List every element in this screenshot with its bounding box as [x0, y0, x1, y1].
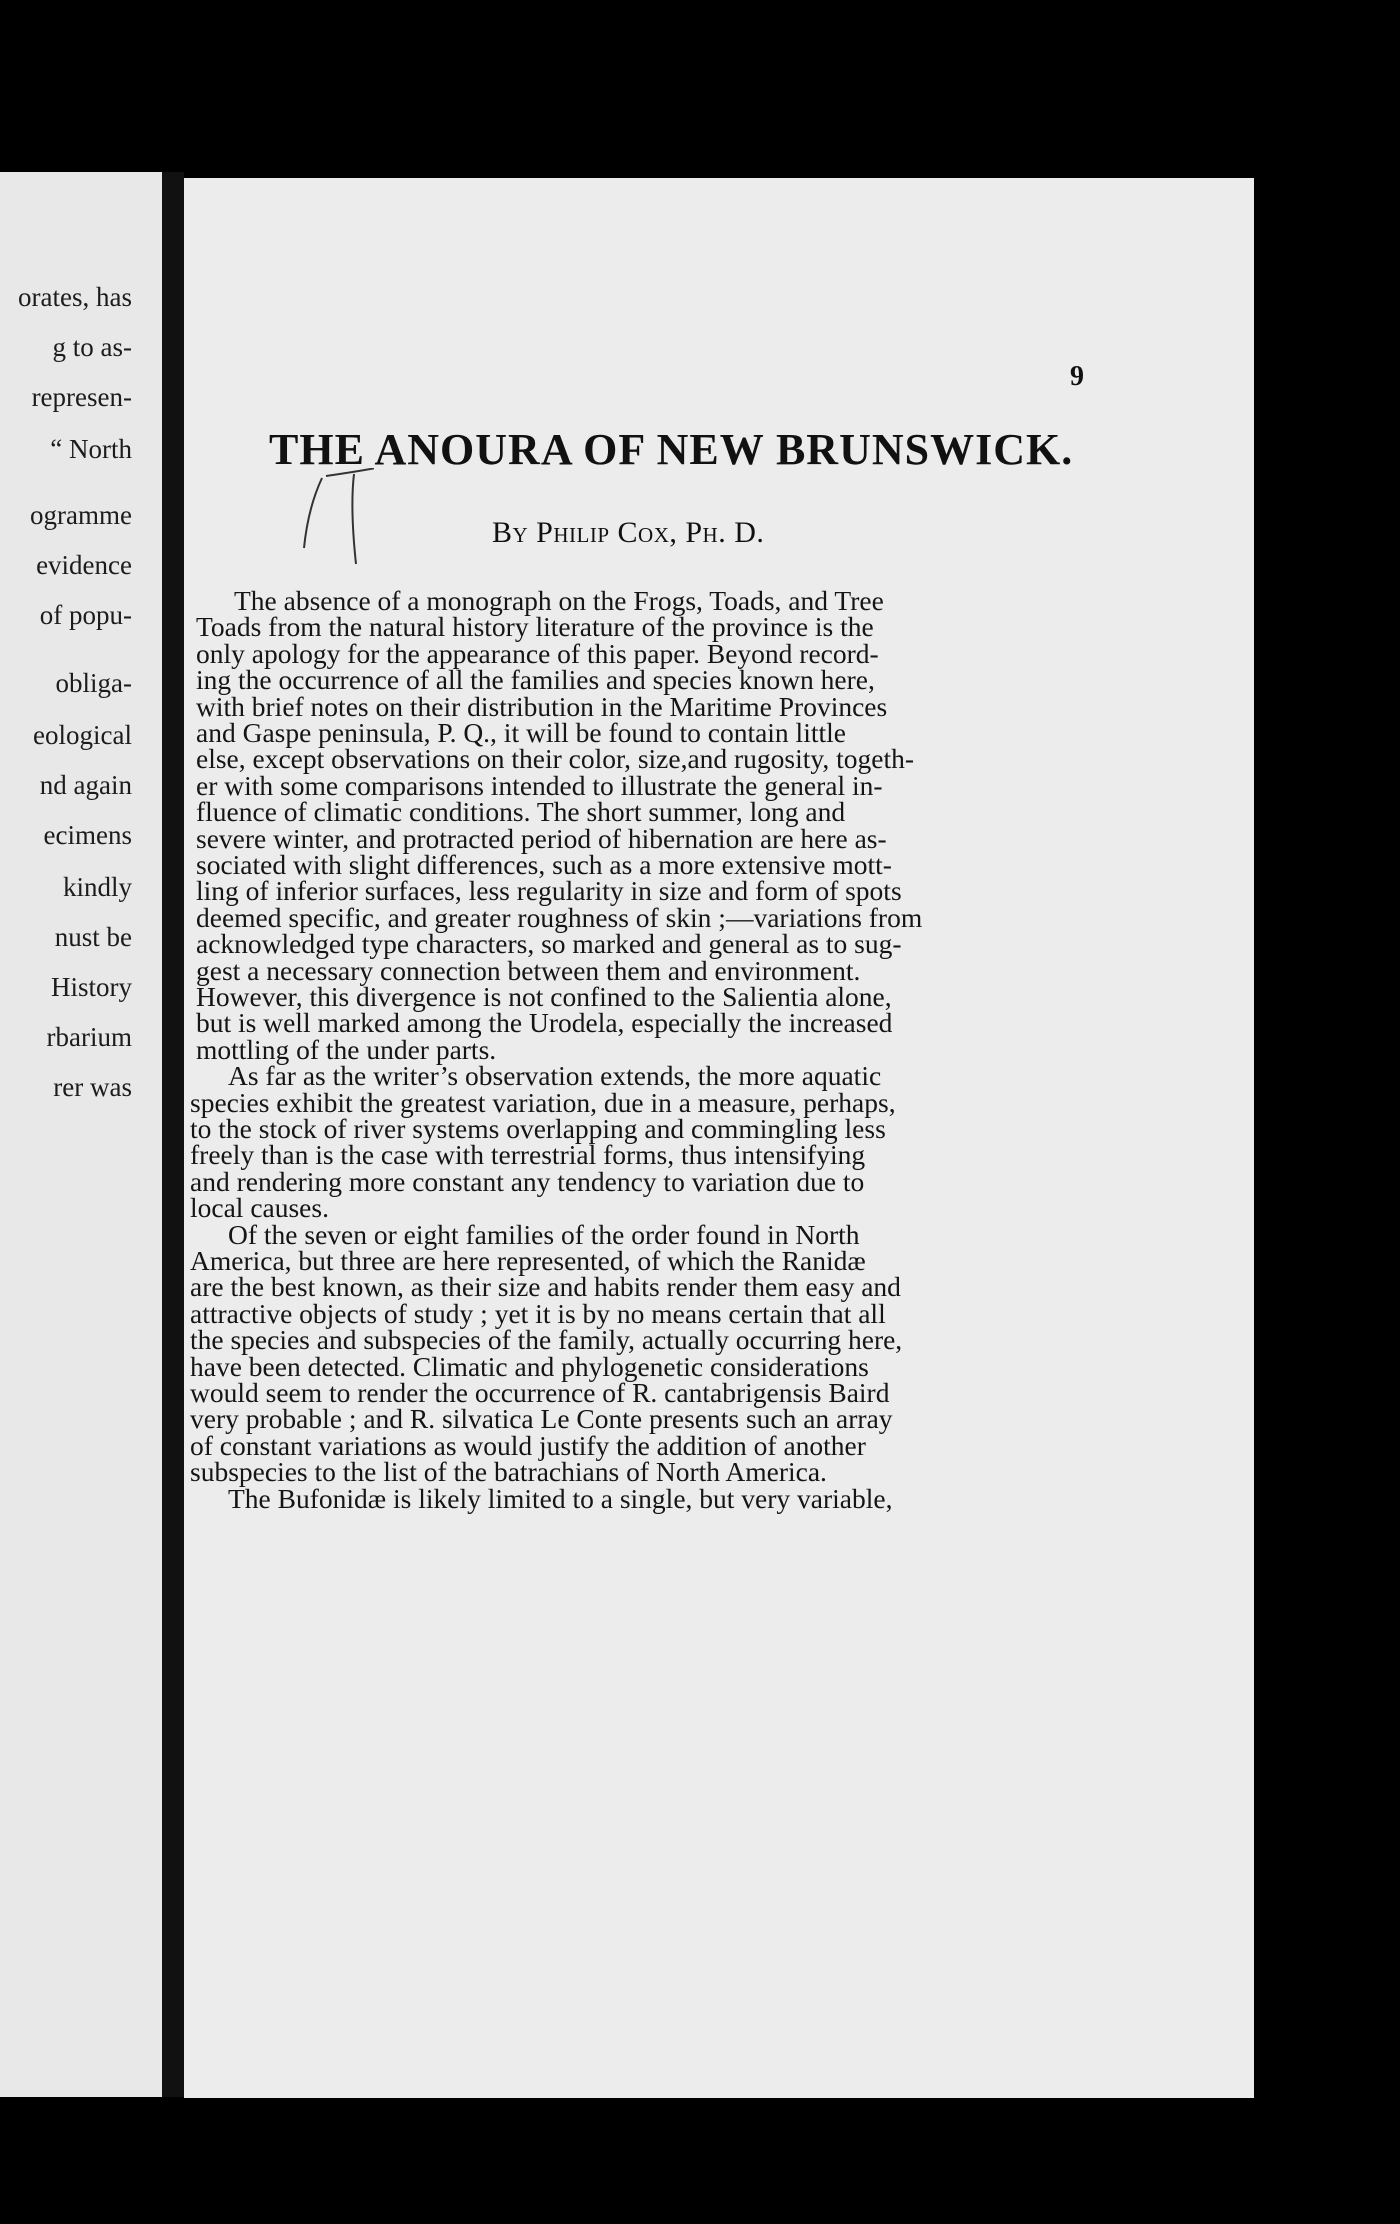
adjacent-page-line: “ North — [50, 434, 132, 464]
adjacent-page-line: g to as- — [52, 332, 132, 362]
body-text-line: ing the occurrence of all the families and species known here, — [196, 664, 875, 696]
body-text-line: but is well marked among the Urodela, especially the increased — [196, 1007, 893, 1039]
adjacent-page-line: ecimens — [43, 820, 132, 850]
body-text-line: and Gaspe peninsula, P. Q., it will be found to contain little — [196, 717, 846, 748]
body-text-line: would seem to render the occurrence of R. cantabrigensis Baird — [190, 1377, 890, 1408]
body-text-line: The Bufonidæ is likely limited to a single, but very variable, — [228, 1482, 893, 1514]
body-text-line: else, except observations on their color, size,and rugosity, togeth- — [196, 743, 915, 775]
adjacent-page-line: kindly — [62, 872, 132, 902]
article-title: THE ANOURA OF NEW BRUNSWICK. — [269, 425, 1074, 474]
adjacent-page-line: obliga- — [55, 668, 132, 698]
body-text-line: fluence of climatic conditions. The short summer, long and — [196, 796, 846, 828]
body-text-line: local causes. — [190, 1192, 329, 1224]
page-gutter — [162, 172, 184, 2097]
body-text-line: sociated with slight differences, such as a more extensive mott- — [196, 849, 892, 880]
body-text-line: er with some comparisons intended to illustrate the general in- — [196, 769, 883, 801]
author-byline — [492, 516, 764, 550]
body-text-line: to the stock of river systems overlapping and commingling less — [190, 1113, 886, 1144]
body-text-line: severe winter, and protracted period of hibernation are here as- — [196, 822, 887, 854]
adjacent-page-line: orates, has — [18, 282, 132, 312]
body-text-line: mottling of the under parts. — [196, 1033, 497, 1065]
adjacent-page-line: evidence — [36, 550, 132, 580]
body-text-line: freely than is the case with terrestrial forms, thus intensifying — [190, 1139, 866, 1171]
body-text-line: ling of inferior surfaces, less regularity in size and form of spots — [196, 875, 902, 907]
body-text-line: attractive objects of study ; yet it is by no means certain that all — [190, 1297, 886, 1329]
body-text-line: with brief notes on their distribution in the Maritime Provinces — [196, 690, 888, 722]
body-text-line: gest a necessary connection between them and environment. — [196, 954, 861, 986]
adjacent-page-line: eological — [33, 720, 132, 750]
author-byline-text: By Philip Cox, Ph. D. — [492, 516, 765, 549]
body-text-line: of constant variations as would justify the addition of another — [190, 1429, 866, 1461]
body-text-line: Of the seven or eight families of the order found in North — [228, 1218, 860, 1250]
document-page — [184, 178, 1254, 2098]
adjacent-page-line: rbarium — [46, 1022, 132, 1052]
adjacent-page-line: History — [51, 972, 132, 1002]
body-text-line: subspecies to the list of the batrachians of North America. — [190, 1456, 827, 1488]
body-text-line: are the best known, as their size and habits render them easy and — [190, 1271, 901, 1303]
body-text-line: have been detected. Climatic and phylogenetic considerations — [190, 1350, 869, 1382]
body-text-line: Toads from the natural history literature of the province is the — [196, 611, 874, 643]
body-text-line: and rendering more constant any tendency to variation due to — [190, 1165, 865, 1197]
body-text-line: only apology for the appearance of this paper. Beyond record- — [196, 637, 879, 669]
adjacent-page-line: rer was — [53, 1072, 132, 1102]
body-text-line: The absence of a monograph on the Frogs, Toads, and Tree — [234, 585, 884, 616]
body-text-line: the species and subspecies of the family, actually occurring here, — [190, 1324, 903, 1356]
body-text-line: However, this divergence is not confined to the Salientia alone, — [196, 981, 892, 1012]
body-text-line: deemed specific, and greater roughness of skin ;—variations from — [196, 901, 923, 933]
adjacent-page-line: of popu- — [39, 600, 132, 630]
adjacent-page-line: ogramme — [30, 500, 132, 530]
body-text-line: As far as the writer’s observation extends, the more aquatic — [228, 1060, 882, 1092]
body-text-line: acknowledged type characters, so marked and general as to sug- — [196, 928, 902, 960]
adjacent-page-line: represen- — [31, 382, 132, 412]
scan-border-bottom — [0, 2098, 1400, 2224]
adjacent-page-line: nd again — [39, 770, 132, 800]
adjacent-page-fragment — [0, 172, 164, 2097]
body-text-line: species exhibit the greatest variation, due in a measure, perhaps, — [190, 1086, 896, 1118]
page-number: 9 — [1070, 361, 1084, 392]
pencil-mark-icon — [294, 468, 374, 568]
body-text-line: very probable ; and R. silvatica Le Conte presents such an array — [190, 1403, 893, 1435]
body-text-line: America, but three are here represented, of which the Ranidæ — [190, 1245, 866, 1276]
scan-border-right — [1254, 190, 1400, 2224]
adjacent-page-line: nust be — [54, 922, 132, 952]
